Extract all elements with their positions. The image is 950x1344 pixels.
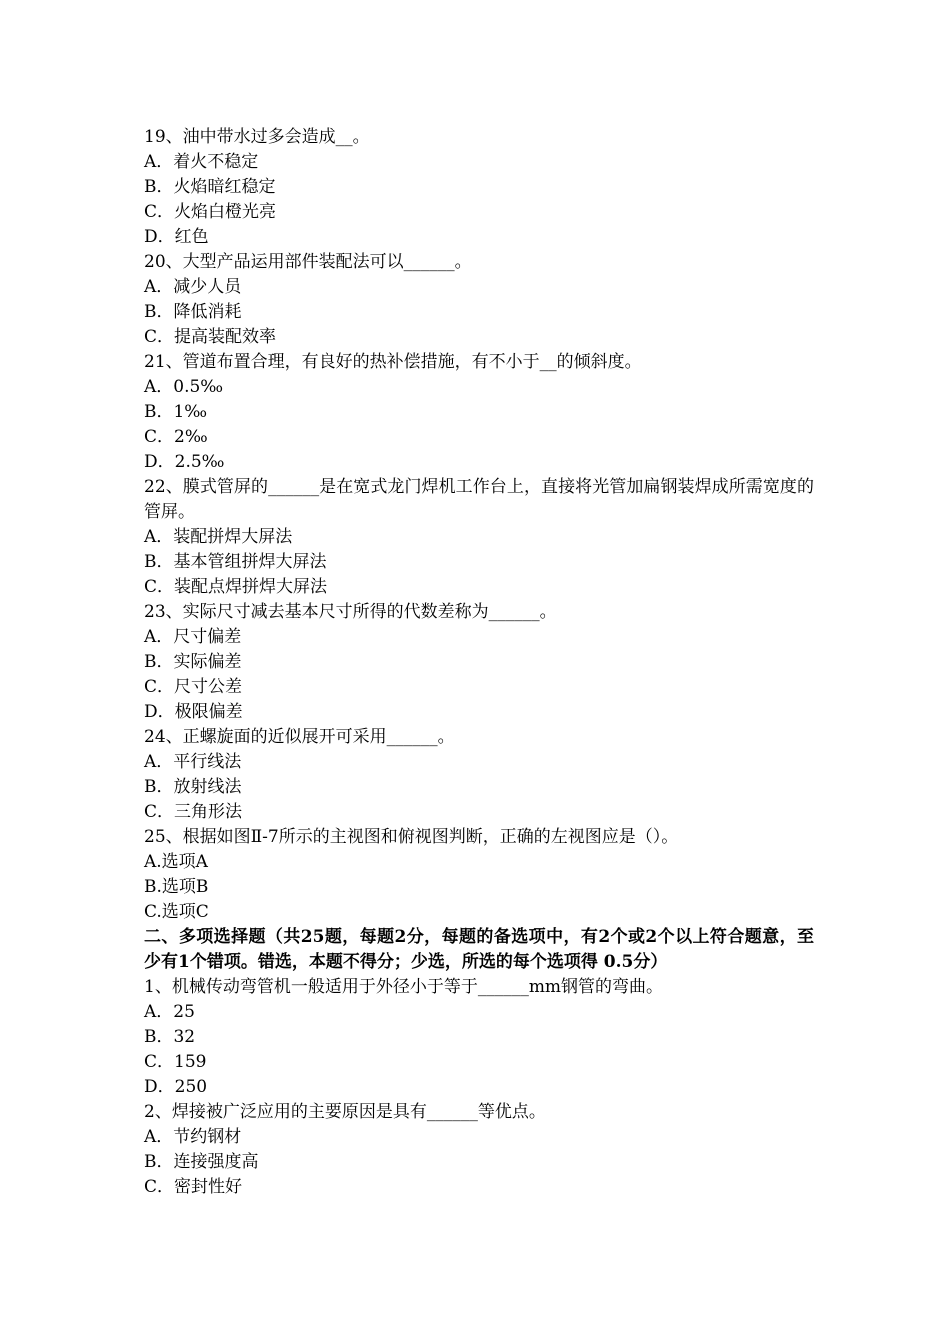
option-19b: B．火焰暗红稳定: [144, 177, 276, 197]
question-21: 21、管道布置合理，有良好的热补偿措施，有不小于__的倾斜度。: [144, 352, 642, 372]
option-24c: C．三角形法: [144, 802, 243, 822]
option-23c: C．尺寸公差: [144, 677, 243, 697]
question-22: 22、膜式管屏的______是在宽式龙门焊机工作台上，直接将光管加扁钢装焊成所需宽度的管屏。: [144, 477, 814, 522]
option-24b: B．放射线法: [144, 777, 242, 797]
question-19: 19、油中带水过多会造成__。: [144, 127, 370, 147]
option-25b: B.选项B: [144, 877, 209, 897]
option-25a: A.选项A: [144, 852, 208, 872]
option-20b: B．降低消耗: [144, 302, 242, 322]
option-22a: A．装配拼焊大屏法: [144, 527, 293, 547]
question-25: 25、根据如图Ⅱ-7所示的主视图和俯视图判断，正确的左视图应是（）。: [144, 827, 679, 847]
option-21a: A．0.5‰: [144, 377, 224, 397]
option-20a: A．减少人员: [144, 277, 242, 297]
option-21b: B．1‰: [144, 402, 208, 422]
question-m1: 1、机械传动弯管机一般适用于外径小于等于______mm钢管的弯曲。: [144, 977, 664, 997]
question-m2: 2、焊接被广泛应用的主要原因是具有______等优点。: [144, 1102, 546, 1122]
option-23d: D．极限偏差: [144, 702, 243, 722]
option-19d: D．红色: [144, 227, 209, 247]
option-23b: B．实际偏差: [144, 652, 242, 672]
option-m2b: B．连接强度高: [144, 1152, 259, 1172]
option-m1b: B．32: [144, 1027, 196, 1047]
section-heading-multiple-choice: 二、多项选择题（共25题，每题2分，每题的备选项中，有2个或2个以上符合题意，至少有1个错项。错选，本题不得分；少选，所选的每个选项得 0.5分）: [144, 927, 814, 972]
option-22c: C．装配点焊拼焊大屏法: [144, 577, 328, 597]
option-m1d: D．250: [144, 1077, 208, 1097]
option-m2c: C．密封性好: [144, 1177, 243, 1197]
option-22b: B．基本管组拼焊大屏法: [144, 552, 327, 572]
option-m1c: C．159: [144, 1052, 207, 1072]
question-20: 20、大型产品运用部件装配法可以______。: [144, 252, 472, 272]
question-24: 24、正螺旋面的近似展开可采用______。: [144, 727, 455, 747]
option-25c: C.选项C: [144, 902, 209, 922]
question-23: 23、实际尺寸减去基本尺寸所得的代数差称为______。: [144, 602, 557, 622]
option-20c: C．提高装配效率: [144, 327, 277, 347]
option-24a: A．平行线法: [144, 752, 242, 772]
option-19a: A．着火不稳定: [144, 152, 259, 172]
option-23a: A．尺寸偏差: [144, 627, 242, 647]
document-page: [144, 125, 814, 1200]
option-21d: D．2.5‰: [144, 452, 225, 472]
option-21c: C．2‰: [144, 427, 208, 447]
option-19c: C．火焰白橙光亮: [144, 202, 277, 222]
option-m2a: A．节约钢材: [144, 1127, 242, 1147]
option-m1a: A．25: [144, 1002, 195, 1022]
